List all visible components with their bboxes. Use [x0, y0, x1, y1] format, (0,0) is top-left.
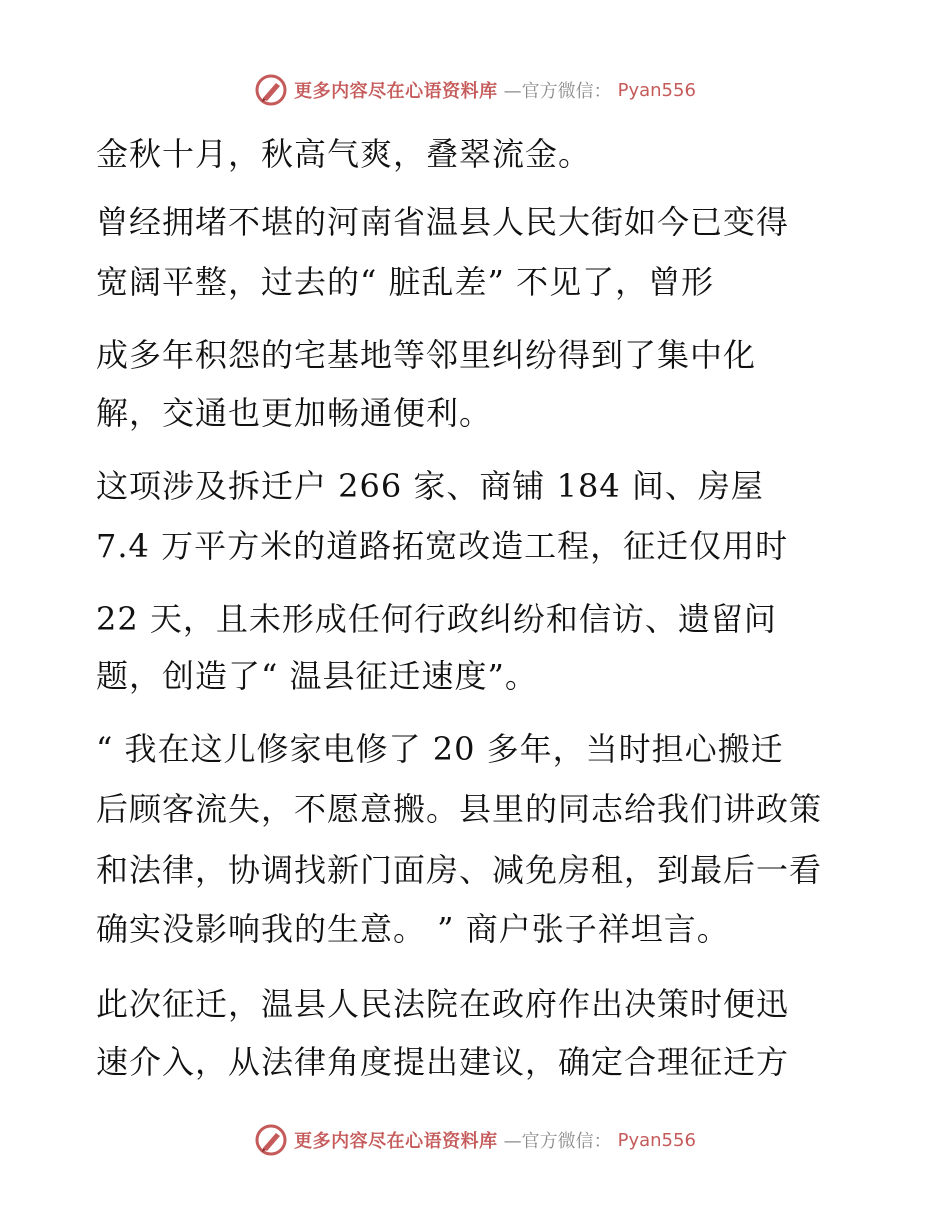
text-line-15: 速介入，从法律角度提出建议，确定合理征迁方 [96, 1043, 790, 1081]
text-line-12: 和法律，协调找新门面房、减免房租，到最后一看 [96, 851, 823, 889]
text-line-9: 题，创造了“ 温县征迁速度”。 [96, 657, 538, 695]
text-line-3: 宽阔平整，过去的“ 脏乱差” 不见了，曾形 [96, 263, 715, 301]
pen-logo-icon [254, 73, 288, 107]
watermark-main-text: 更多内容尽在心语资料库 [294, 81, 498, 102]
text-line-6: 这项涉及拆迁户 266 家、商铺 184 间、房屋 [96, 467, 764, 505]
watermark-id-text: Pyan556 [617, 79, 696, 101]
text-line-4: 成多年积怨的宅基地等邻里纠纷得到了集中化 [96, 336, 757, 374]
text-line-1: 金秋十月，秋高气爽，叠翠流金。 [96, 135, 592, 173]
document-body [96, 124, 876, 1082]
watermark-sub-text: —官方微信： [503, 81, 612, 102]
text-line-2: 曾经拥堵不堪的河南省温县人民大街如今已变得 [96, 203, 790, 241]
text-line-13: 确实没影响我的生意。 ” 商户张子祥坦言。 [96, 910, 730, 948]
watermark-main-text: 更多内容尽在心语资料库 [294, 1131, 498, 1152]
text-line-10: “ 我在这儿修家电修了 20 多年，当时担心搬迁 [96, 730, 784, 768]
text-line-5: 解，交通也更加畅通便利。 [96, 394, 493, 432]
watermark-sub-text: —官方微信： [503, 1131, 612, 1152]
text-line-7: 7.4 万平方米的道路拓宽改造工程，征迁仅用时 [96, 527, 789, 565]
text-line-14: 此次征迁，温县人民法院在政府作出决策时便迅 [96, 985, 790, 1023]
watermark-header [0, 70, 950, 110]
text-line-8: 22 天，且未形成任何行政纠纷和信访、遗留问 [96, 600, 777, 638]
watermark-id-text: Pyan556 [617, 1129, 696, 1151]
pen-logo-icon [254, 1123, 288, 1157]
watermark-footer [0, 1120, 950, 1160]
text-line-11: 后顾客流失，不愿意搬。县里的同志给我们讲政策 [96, 790, 823, 828]
